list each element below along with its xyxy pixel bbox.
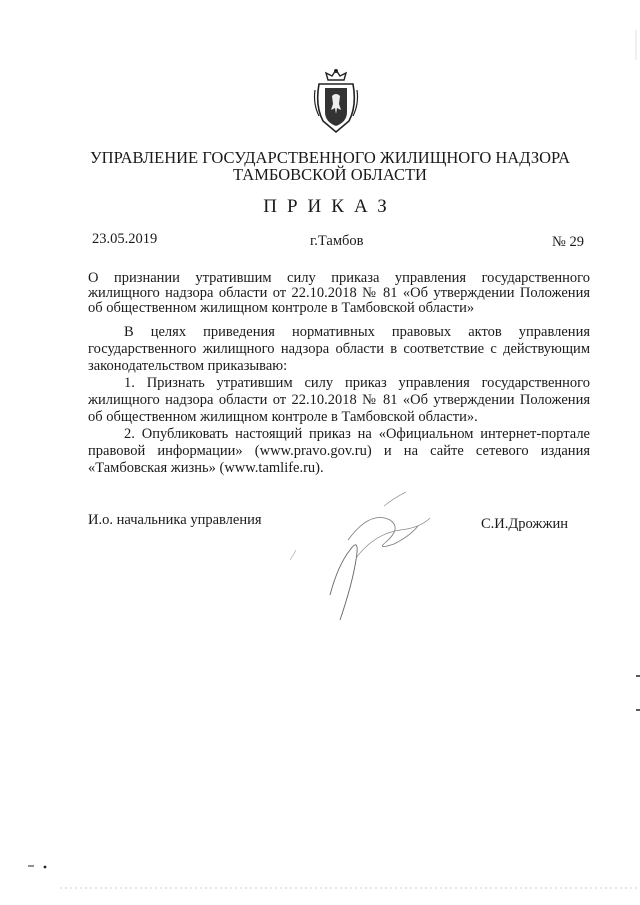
order-body [88, 324, 590, 477]
agency-name-line2: ТАМБОВСКОЙ ОБЛАСТИ [233, 165, 427, 184]
body-intro: В целях приведения нормативных правовых актов управления государственного жилищного надзора области в соответствие с действующим законодательством приказываю: [88, 324, 590, 374]
signer-name: С.И.Дрожжин [481, 516, 568, 532]
body-item-2: 2. Опубликовать настоящий приказ на «Официальном интернет-портале правовой информации» (www.pravo.gov.ru) и на сайте сетевого издания «Тамбовская жизнь» (www.tamlife.ru). [88, 426, 590, 476]
agency-name-line1: УПРАВЛЕНИЕ ГОСУДАРСТВЕННОГО ЖИЛИЩНОГО НАДЗОРА [89, 148, 571, 167]
order-number: № 29 [552, 234, 584, 250]
order-city: г.Тамбов [310, 233, 364, 249]
document-type-title: ПРИКАЗ [263, 196, 397, 217]
coat-of-arms-icon [311, 66, 361, 136]
signer-title: И.о. начальника управления [88, 512, 262, 528]
order-date: 23.05.2019 [92, 231, 158, 247]
body-item-1: 1. Признать утратившим силу приказ управления государственного жилищного надзора области от 22.10.2018 № 81 «Об утверждении Положения об общественном жилищном контроле в Тамбовской области». [88, 375, 590, 425]
order-subject: О признании утратившим силу приказа управления государственного жилищного надзора области от 22.10.2018 № 81 «Об утверждении Положения об общественном жилищном контроле в Тамбовской области» [88, 270, 590, 316]
handwritten-signature [290, 470, 470, 640]
